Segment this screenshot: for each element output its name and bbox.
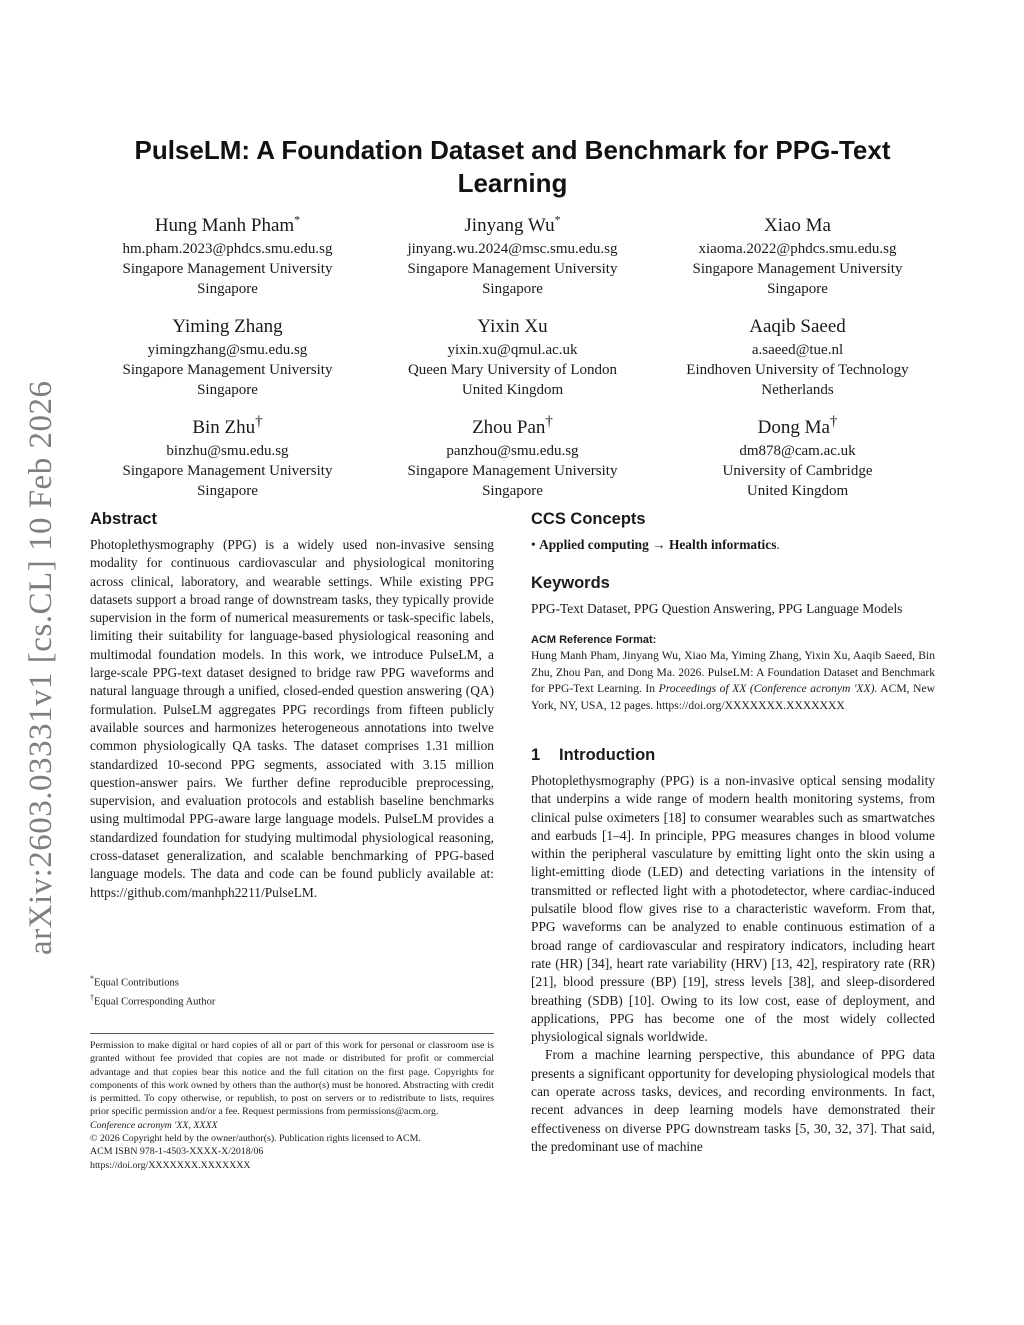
author-affiliation: Eindhoven University of Technology <box>686 362 909 378</box>
author-name <box>90 413 365 440</box>
author-country: Singapore <box>197 483 258 499</box>
abstract-heading: Abstract <box>90 510 157 528</box>
footnote-text: Equal Corresponding Author <box>94 996 216 1007</box>
equal-contribution-mark: * <box>554 212 561 227</box>
author-affiliation: Queen Mary University of London <box>407 362 618 378</box>
corresponding-author-mark: † <box>545 413 553 430</box>
arrow-right-icon: → <box>652 537 666 552</box>
author-country: United Kingdom <box>461 382 564 398</box>
section-number: 1 <box>531 746 541 764</box>
author-email: panzhou@smu.edu.sg <box>446 443 579 459</box>
author-name <box>660 413 935 440</box>
author-card <box>660 214 935 299</box>
corresponding-author-mark: † <box>255 413 263 430</box>
doi-link[interactable]: https://doi.org/XXXXXXX.XXXXXXX <box>90 1159 251 1171</box>
right-column <box>531 508 935 1156</box>
author-email: a.saeed@tue.nl <box>751 342 844 358</box>
author-name-text: Hung Manh Pham <box>154 215 295 236</box>
author-card <box>660 315 935 400</box>
author-card <box>660 413 935 501</box>
author-country: Netherlands <box>761 382 834 398</box>
author-affiliation: Singapore Management University <box>407 261 618 277</box>
ccs-period: . <box>776 537 780 552</box>
author-card <box>375 214 650 299</box>
ccs-heading: CCS Concepts <box>531 510 646 528</box>
author-name-text: Zhou Pan <box>472 417 546 438</box>
paper-title: PulseLM: A Foundation Dataset and Benchmark for PPG-Text Learning <box>134 135 891 198</box>
reference-text-a: Hung Manh Pham, Jinyang Wu, Xiao Ma, Yiming Zhang, Yixin Xu, Aaqib Saeed, Bin Zhu, Zhou Pan, and Dong Ma. 2026. PulseLM: A Foundation Dataset and Benchmark for PPG-Text Learning. In <box>531 649 935 695</box>
arxiv-identifier: arXiv:2603.03331v1 [cs.CL] 10 Feb 2026 <box>23 380 59 955</box>
permission-text: Permission to make digital or hard copies of all or part of this work for personal or classroom use is granted without fee provided that copies are not made or distributed for profit or commercial advantage and that copies bear this notice and the full citation on the first page. Copyrights for components of this work owned by others than the author(s) must be honored. Abstracting with credit is permitted. To copy otherwise, or republish, to post on servers or to redistribute to lists, requires prior specific permission and/or a fee. Request permissions from permissions@acm.org. <box>90 1040 494 1118</box>
author-email: xiaoma.2022@phdcs.smu.edu.sg <box>698 241 897 257</box>
author-name <box>660 315 935 339</box>
author-affiliation: Singapore Management University <box>407 463 618 479</box>
author-email: dm878@cam.ac.uk <box>739 443 856 459</box>
author-email: binzhu@smu.edu.sg <box>166 443 289 459</box>
author-country: Singapore <box>482 483 543 499</box>
author-name-text: Bin Zhu <box>192 417 256 438</box>
author-country: Singapore <box>197 382 258 398</box>
author-card <box>90 413 365 501</box>
ccs-term-a: Applied computing <box>539 537 649 552</box>
author-affiliation: Singapore Management University <box>122 261 333 277</box>
reference-format-text <box>531 648 935 714</box>
ccs-term-b: Health informatics <box>668 537 777 552</box>
footnote-equal-contributions <box>90 972 494 991</box>
introduction-heading <box>531 744 935 766</box>
author-name-text: Jinyang Wu <box>464 215 555 236</box>
conference-acronym: Conference acronym 'XX, XXXX <box>90 1119 218 1131</box>
author-name <box>375 214 650 238</box>
author-block <box>90 214 935 501</box>
author-card <box>375 413 650 501</box>
author-name <box>375 315 650 339</box>
author-affiliation: University of Cambridge <box>722 463 873 479</box>
author-country: Singapore <box>197 281 258 297</box>
reference-proceedings: Proceedings of XX (Conference acronym 'XX). <box>658 682 878 695</box>
author-name-text: Yixin Xu <box>477 316 548 337</box>
footnotes <box>90 972 494 1009</box>
abstract-text: Photoplethysmography (PPG) is a widely used non-invasive sensing modality for continuous cardiovascular and physiological monitoring across clinical, laboratory, and wearable settings. While existing PPG datasets support a broad range of downstream tasks, they typically provide supervision in the form of numerical measurements or task-specific labels, limiting their suitability for language-based physiological reasoning and multimodal foundation models. In this work, we introduce PulseLM, a large-scale PPG-text dataset designed to bridge raw PPG waveforms and natural language through a unified, closed-ended question answering (QA) formulation. PulseLM aggregates PPG recordings from fifteen publicly available sources and harmonizes heterogeneous annotations into twelve common physiologically QA tasks. The dataset comprises 1.31 million standardized 10-second PPG segments, associated with 3.15 million question-answer pairs. We further define reproducible preprocessing, supervision, and evaluation protocols and establish baseline benchmarks using multimodal PPG-aware large language models. PulseLM provides a standardized foundation for studying multimodal physiological reasoning, cross-dataset generalization, and scalable benchmarking of PPG-based language models. The data and code can be found publicly available at: https://github.com/manhph2211/PulseLM. <box>90 537 494 900</box>
author-country: Singapore <box>767 281 828 297</box>
keywords-heading: Keywords <box>531 574 610 592</box>
equal-contribution-mark: * <box>294 212 301 227</box>
author-card <box>375 315 650 400</box>
author-email: yixin.xu@qmul.ac.uk <box>447 342 578 358</box>
copyright-line: © 2026 Copyright held by the owner/author(s). Publication rights licensed to ACM. <box>90 1133 421 1145</box>
introduction-paragraph: From a machine learning perspective, this abundance of PPG data presents a significant opportunity for developing physiological models that can operate across tasks, devices, and recording environments. In fact, recent advances in deep learning models have demonstrated their effectiveness on diverse PPG downstream tasks [5, 30, 32, 37]. That said, the predominant use of machine <box>531 1047 935 1154</box>
left-column <box>90 508 494 902</box>
author-country: United Kingdom <box>746 483 849 499</box>
author-affiliation: Singapore Management University <box>122 362 333 378</box>
permission-block <box>90 1033 494 1172</box>
author-card <box>90 315 365 400</box>
author-name <box>90 214 365 238</box>
ccs-concept <box>531 536 935 554</box>
author-email: hm.pham.2023@phdcs.smu.edu.sg <box>122 241 333 257</box>
author-name-text: Yiming Zhang <box>172 316 283 337</box>
author-name-text: Xiao Ma <box>763 215 831 236</box>
author-name <box>90 315 365 339</box>
corresponding-author-mark: † <box>829 413 838 430</box>
author-name <box>375 413 650 440</box>
author-email: jinyang.wu.2024@msc.smu.edu.sg <box>407 241 618 257</box>
reference-text-b: ACM, New York, NY, USA, 12 pages. https://doi.org/XXXXXXX.XXXXXXX <box>531 682 935 712</box>
reference-format-heading: ACM Reference Format: <box>531 634 657 646</box>
footnote-mark: † <box>90 992 94 1002</box>
author-affiliation: Singapore Management University <box>692 261 903 277</box>
footnote-text: Equal Contributions <box>94 977 179 989</box>
author-name-text: Aaqib Saeed <box>749 316 846 337</box>
author-name <box>660 214 935 238</box>
author-country: Singapore <box>482 281 543 297</box>
author-email: yimingzhang@smu.edu.sg <box>147 342 308 358</box>
keywords-text: PPG-Text Dataset, PPG Question Answering, PPG Language Models <box>531 601 903 616</box>
footnote-corresponding-author <box>90 991 494 1010</box>
footnote-mark: * <box>90 974 94 983</box>
bullet-icon: • <box>531 537 536 552</box>
introduction-paragraph: Photoplethysmography (PPG) is a non-invasive optical sensing modality that underpins a wide range of modern health monitoring systems, from clinical pulse oximeters [18] to consumer wearables such as smartwatches and earbuds [1–4]. In principle, PPG measures changes in blood volume within the peripheral vasculature by emitting light onto the skin using a light-emitting diode (LED) and detecting variations in the intensity of transmitted or reflected light with a photodetector, where cardiac-induced pulsatile blood flow gives rise to a characteristic waveform. From that, PPG waveforms can be analyzed to enable continuous estimation of a broad range of cardiovascular and respiratory indicators, including heart rate (HR) [34], heart rate variability (HRV) [13, 42], respiratory rate (RR) [21], blood pressure (BP) [19], stress levels [38], and sleep-disordered breathing (SDB) [10]. Owing to its low cost, ease of deployment, and applications, PPG has become one of the most widely collected physiological signals worldwide. <box>531 773 935 1045</box>
isbn-line: ACM ISBN 978-1-4503-XXXX-X/2018/06 <box>90 1146 264 1158</box>
author-card <box>90 214 365 299</box>
author-affiliation: Singapore Management University <box>122 463 333 479</box>
section-title: Introduction <box>559 746 656 764</box>
author-name-text: Dong Ma <box>757 417 830 438</box>
